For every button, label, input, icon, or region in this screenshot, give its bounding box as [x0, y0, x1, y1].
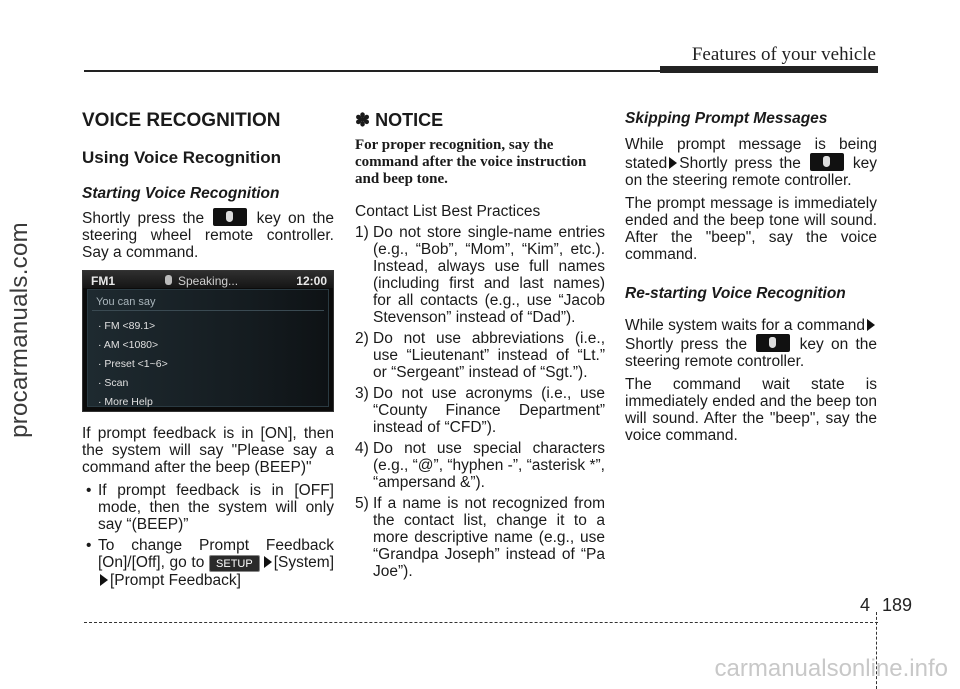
arrow-right-icon — [264, 556, 272, 568]
talk-key-icon — [213, 208, 247, 226]
list-item — [355, 495, 605, 580]
arrow-right-icon — [867, 319, 875, 331]
header-bar — [660, 66, 878, 73]
bottom-watermark: carmanualsonline.info — [714, 655, 948, 682]
restarting-text-b: Shortly press the — [625, 336, 748, 353]
microphone-icon — [165, 275, 172, 285]
feedback-paragraph: If prompt feedback is in [ON], then the system will say "Please say a command after the beep (BEEP)" — [82, 425, 334, 476]
list-number: 1) — [355, 224, 369, 241]
screen-status: Speaking... — [178, 274, 239, 288]
restarting-result-paragraph: The command wait state is immediately ended and the beep ton will sound. After the "beep", say the voice command. — [625, 376, 877, 444]
notice-title: ✽ NOTICE — [355, 110, 444, 130]
skipping-paragraph — [625, 136, 877, 189]
screen-item: · Scan — [98, 377, 129, 389]
list-item — [355, 224, 605, 326]
screen-station: FM1 — [91, 274, 115, 288]
column-right — [625, 110, 877, 450]
column-middle — [355, 110, 605, 584]
list-text: Do not store single-name entries (e.g., “Bob”, “Mom”, “Kim”, etc.). Instead, always use full names (including first and last names) for all contacts (e.g., use “Jacob Stevenson” instead of “Dad”). — [373, 224, 605, 326]
arrow-right-icon — [669, 157, 677, 169]
list-text: Do not use acronyms (i.e., use “County Finance Department” instead of “CFD”). — [373, 385, 605, 436]
screen-heading: You can say — [96, 296, 156, 308]
starting-text-b: key on the steering wheel remote controller. Say a command. — [82, 210, 334, 261]
restarting-title: Re-starting Voice Recognition — [625, 285, 846, 302]
list-text: Do not use special characters (e.g., “@”, “hyphen -”, “asterisk *”, “ampersand &”). — [373, 440, 605, 491]
list-number: 2) — [355, 330, 369, 347]
bullet-text-b: [System] — [273, 554, 335, 571]
list-item — [355, 440, 605, 491]
screen-item: · Preset <1~6> — [98, 358, 168, 370]
screen-item: · AM <1080> — [98, 339, 159, 351]
subsection-heading: Using Voice Recognition — [82, 148, 281, 167]
list-item — [355, 385, 605, 436]
list-text: Do not use abbreviations (i.e., use “Lieutenant” instead of “Lt.” or “Sergeant” instead of “Sgt.”). — [373, 330, 605, 381]
list-number: 5) — [355, 495, 369, 512]
feedback-bullets — [82, 482, 334, 589]
bullet-item — [82, 537, 334, 589]
side-watermark: procarmanuals.com — [6, 222, 33, 438]
section-heading: VOICE RECOGNITION — [82, 110, 281, 131]
header-title: Features of your vehicle — [691, 44, 876, 65]
voice-screen-image — [82, 270, 334, 412]
chapter-number: 4 — [860, 595, 871, 615]
notice-body: For proper recognition, say the command after the voice instruction and beep tone. — [355, 137, 587, 187]
footer-rule — [84, 622, 878, 623]
bullet-text-a: To change Prompt Feedback [On]/[Off], go to — [98, 537, 334, 571]
starting-paragraph — [82, 208, 334, 261]
screen-divider — [92, 310, 324, 311]
arrow-right-icon — [100, 574, 108, 586]
list-item — [355, 330, 605, 381]
contact-list-title: Contact List Best Practices — [355, 203, 541, 220]
column-left — [82, 110, 334, 593]
screen-item: · More Help — [98, 396, 153, 408]
list-number: 3) — [355, 385, 369, 402]
setup-key-icon: SETUP — [209, 555, 260, 572]
skipping-result-paragraph: The prompt message is immediately ended and the beep tone will sound. After the "beep", say the voice command. — [625, 195, 877, 263]
list-text: If a name is not recognized from the contact list, change it to a more descriptive name (e.g., use “Grandpa Joseph” instead of “Pa Joe”). — [373, 495, 605, 580]
header-rule — [84, 70, 662, 72]
screen-panel — [87, 289, 329, 407]
list-number: 4) — [355, 440, 369, 457]
talk-key-icon — [810, 153, 844, 171]
starting-title: Starting Voice Recognition — [82, 185, 280, 202]
skipping-text-a: While prompt message is being stated — [625, 136, 877, 172]
restarting-paragraph — [625, 317, 877, 370]
screen-clock: 12:00 — [296, 274, 327, 288]
starting-text-a: Shortly press the — [82, 210, 205, 227]
contact-tips-list — [355, 224, 605, 580]
bullet-text-c: [Prompt Feedback] — [110, 572, 241, 589]
skipping-title: Skipping Prompt Messages — [625, 110, 828, 127]
page-number: 189 — [882, 595, 913, 615]
bullet-item: • If prompt feedback is in [OFF] mode, then the system will only say “(BEEP)” — [82, 482, 334, 533]
screen-item: · FM <89.1> — [98, 320, 156, 332]
talk-key-icon — [756, 334, 790, 352]
skipping-text-c: key on the steering remote controller. — [625, 155, 877, 189]
skipping-text-b: Shortly press the — [679, 155, 801, 172]
restarting-text-a: While system waits for a command — [625, 317, 865, 334]
restarting-text-c: key on the steering remote controller. — [625, 336, 877, 370]
